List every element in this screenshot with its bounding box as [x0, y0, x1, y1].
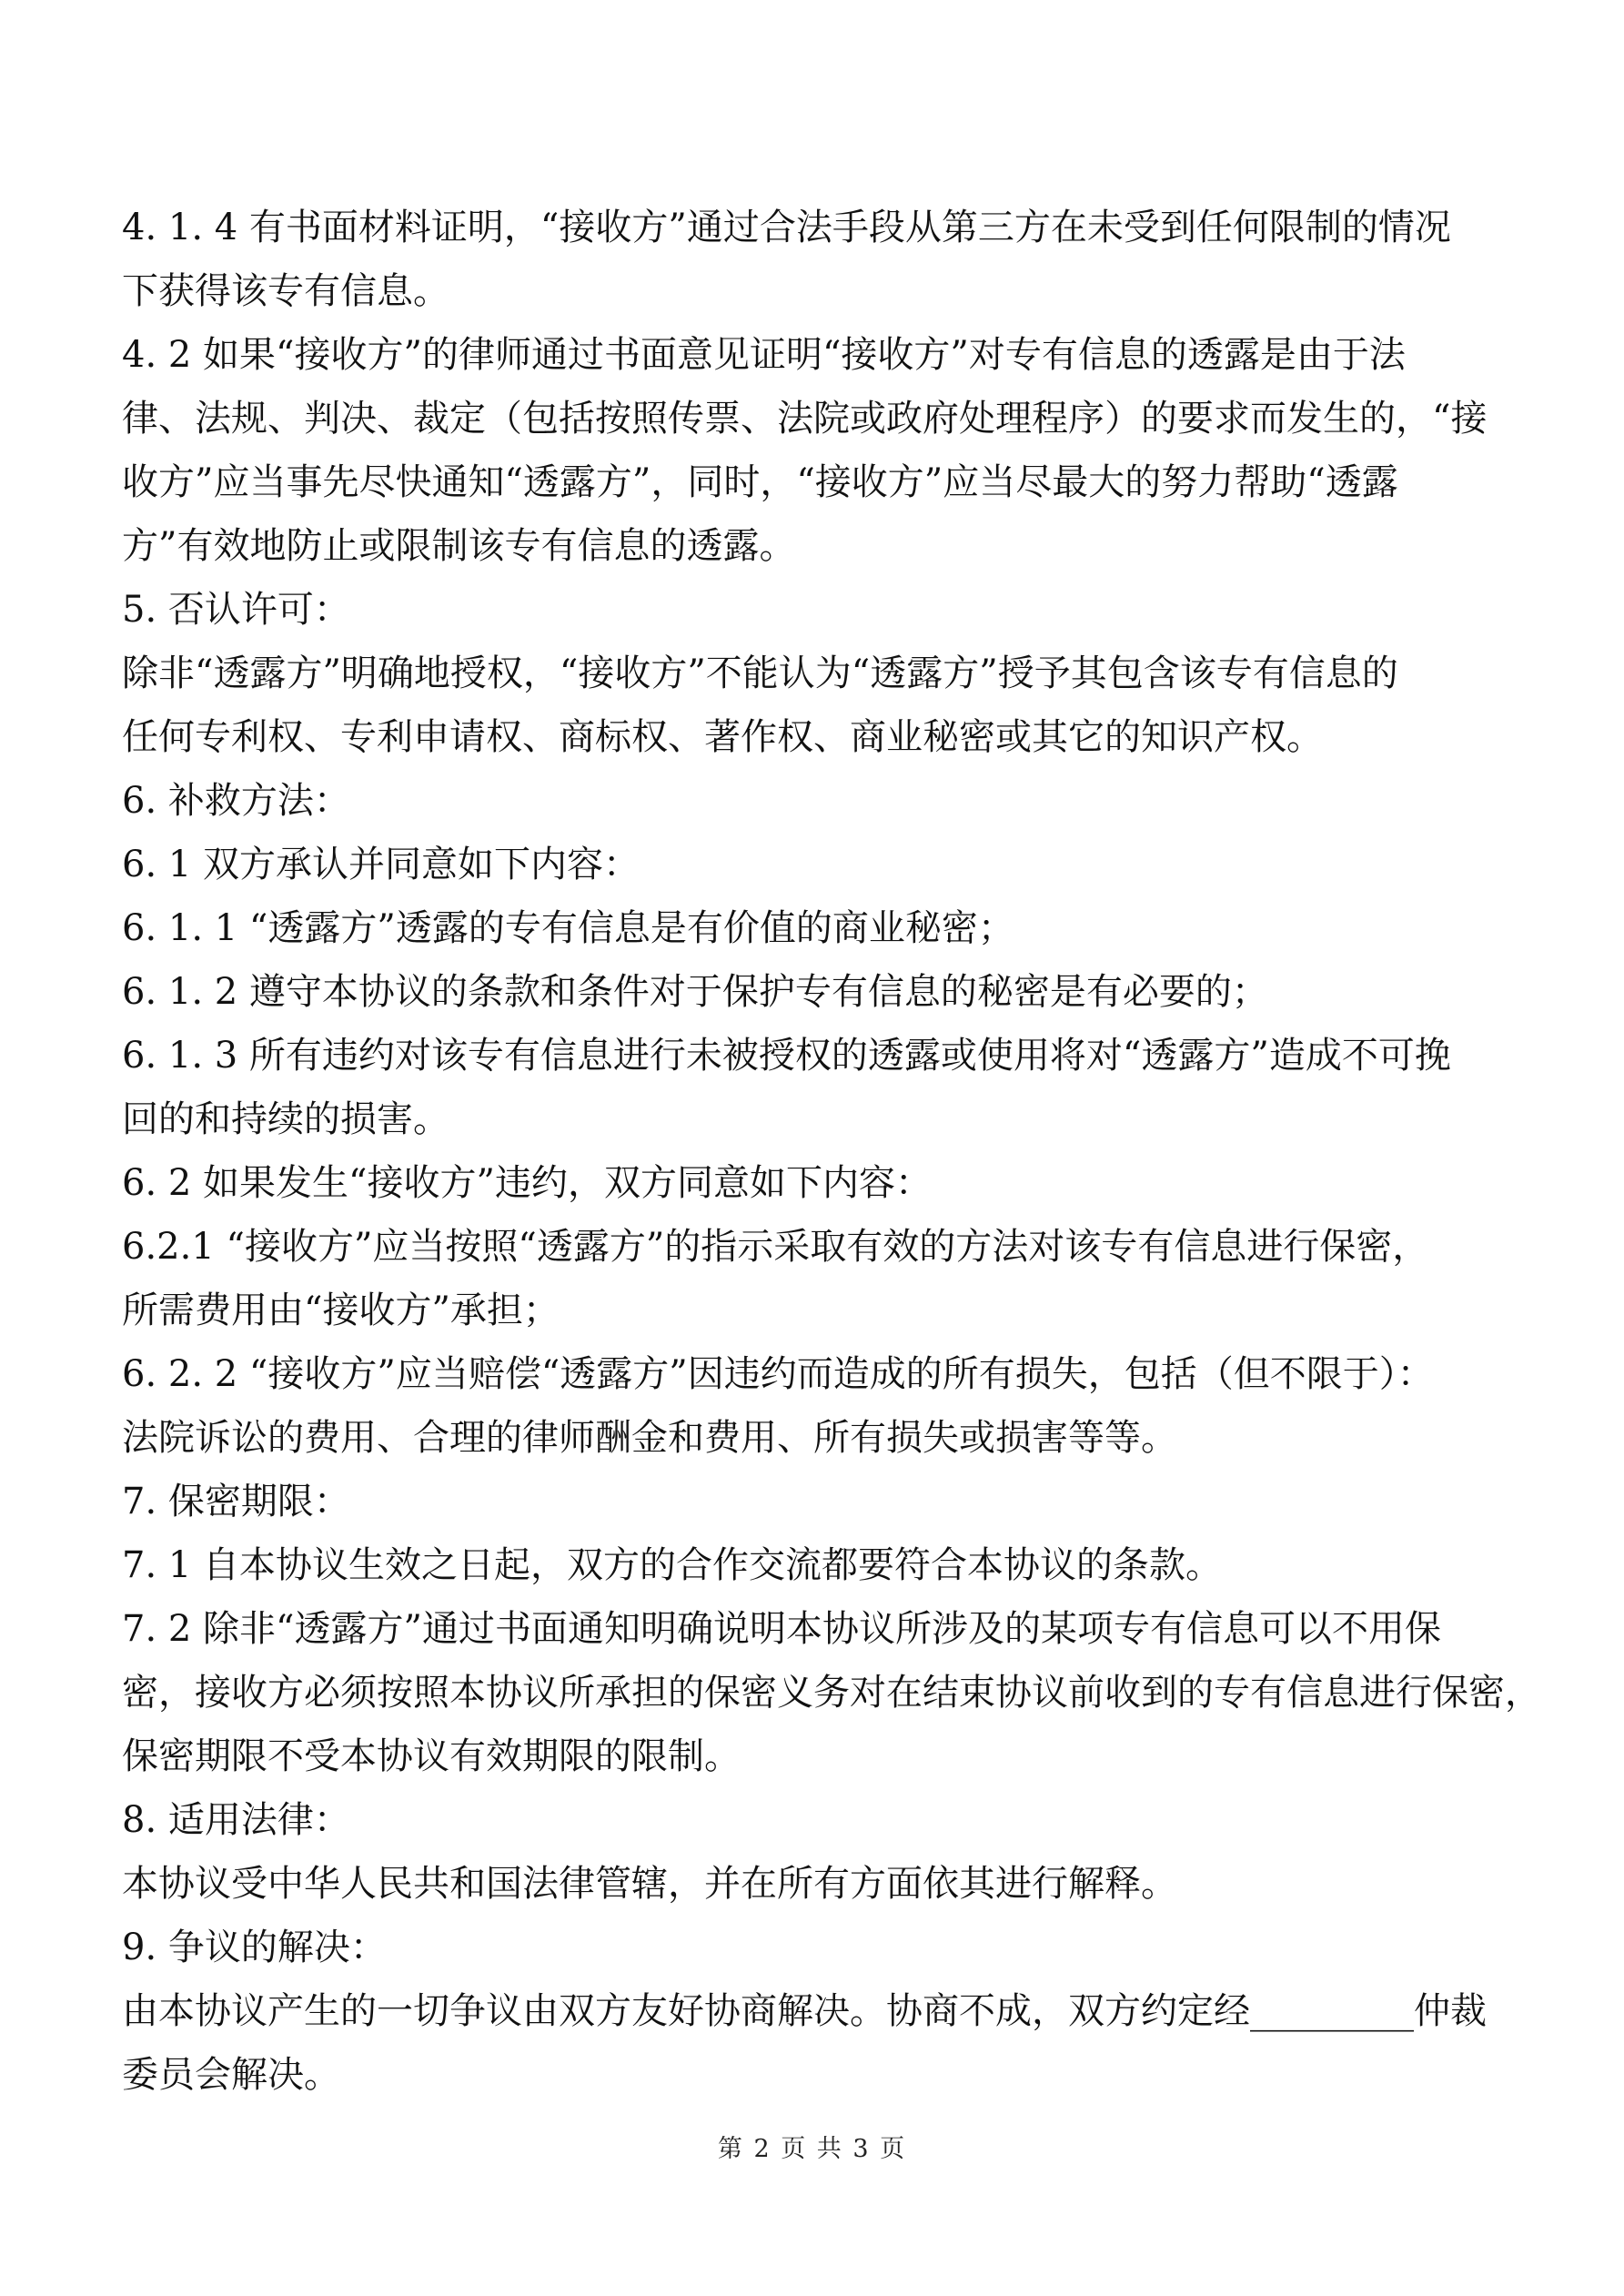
document-line: 回的和持续的损害。 — [122, 1098, 449, 1140]
document-line: 6. 2. 2 “接收方”应当赔偿“透露方”因违约而造成的所有损失，包括（但不限于）： — [122, 1353, 1434, 1395]
document-line: 6. 1 双方承认并同意如下内容： — [122, 844, 641, 885]
document-line: 7. 保密期限： — [122, 1481, 350, 1522]
document-line: 8. 适用法律： — [122, 1799, 350, 1841]
document-line: 收方”应当事先尽快通知“透露方”，同时，“接收方”应当尽最大的努力帮助“透露 — [122, 461, 1398, 503]
document-line: 方”有效地防止或限制该专有信息的透露。 — [122, 525, 796, 567]
document-line: 律、法规、判决、裁定（包括按照传票、法院或政府处理程序）的要求而发生的，“接 — [122, 398, 1488, 440]
document-line: 7. 1 自本协议生效之日起，双方的合作交流都要符合本协议的条款。 — [122, 1544, 1223, 1586]
document-line: 7. 2 除非“透露方”通过书面通知明确说明本协议所涉及的某项专有信息可以不用保 — [122, 1608, 1441, 1650]
document-line: 密，接收方必须按照本协议所承担的保密义务对在结束协议前收到的专有信息进行保密， — [122, 1672, 1541, 1714]
document-line: 由本协议产生的一切争议由双方友好协商解决。协商不成，双方约定经_________仲裁 — [122, 1990, 1487, 2032]
document-line: 5. 否认许可： — [122, 589, 350, 631]
document-line: 6. 1. 3 所有违约对该专有信息进行未被授权的透露或使用将对“透露方”造成不可挽 — [122, 1035, 1451, 1077]
document-line: 6.2.1 “接收方”应当按照“透露方”的指示采取有效的方法对该专有信息进行保密， — [122, 1226, 1429, 1268]
document-line: 9. 争议的解决： — [122, 1927, 387, 1968]
document-line: 6. 补救方法： — [122, 780, 350, 822]
document-line: 6. 1. 1 “透露方”透露的专有信息是有价值的商业秘密； — [122, 907, 1014, 949]
document-line: 本协议受中华人民共和国法律管辖，并在所有方面依其进行解释。 — [122, 1863, 1177, 1905]
document-line: 所需费用由“接收方”承担； — [122, 1290, 560, 1331]
document-line: 4. 2 如果“接收方”的律师通过书面意见证明“接收方”对专有信息的透露是由于法 — [122, 334, 1406, 376]
document-line: 除非“透露方”明确地授权，“接收方”不能认为“透露方”授予其包含该专有信息的 — [122, 652, 1398, 694]
document-line: 保密期限不受本协议有效期限的限制。 — [122, 1735, 741, 1777]
document-body — [122, 196, 1578, 2107]
document-line: 6. 2 如果发生“接收方”违约，双方同意如下内容： — [122, 1162, 932, 1204]
document-line: 委员会解决。 — [122, 2054, 340, 2096]
page-number-footer: 第 2 页 共 3 页 — [717, 2135, 907, 2163]
document-line: 下获得该专有信息。 — [122, 270, 449, 312]
document-line: 6. 1. 2 遵守本协议的条款和条件对于保护专有信息的秘密是有必要的； — [122, 971, 1268, 1013]
document-line: 4. 1. 4 有书面材料证明，“接收方”通过合法手段从第三方在未受到任何限制的情况 — [122, 207, 1451, 248]
document-line: 法院诉讼的费用、合理的律师酬金和费用、所有损失或损害等等。 — [122, 1417, 1177, 1459]
document-line: 任何专利权、专利申请权、商标权、著作权、商业秘密或其它的知识产权。 — [122, 716, 1323, 758]
